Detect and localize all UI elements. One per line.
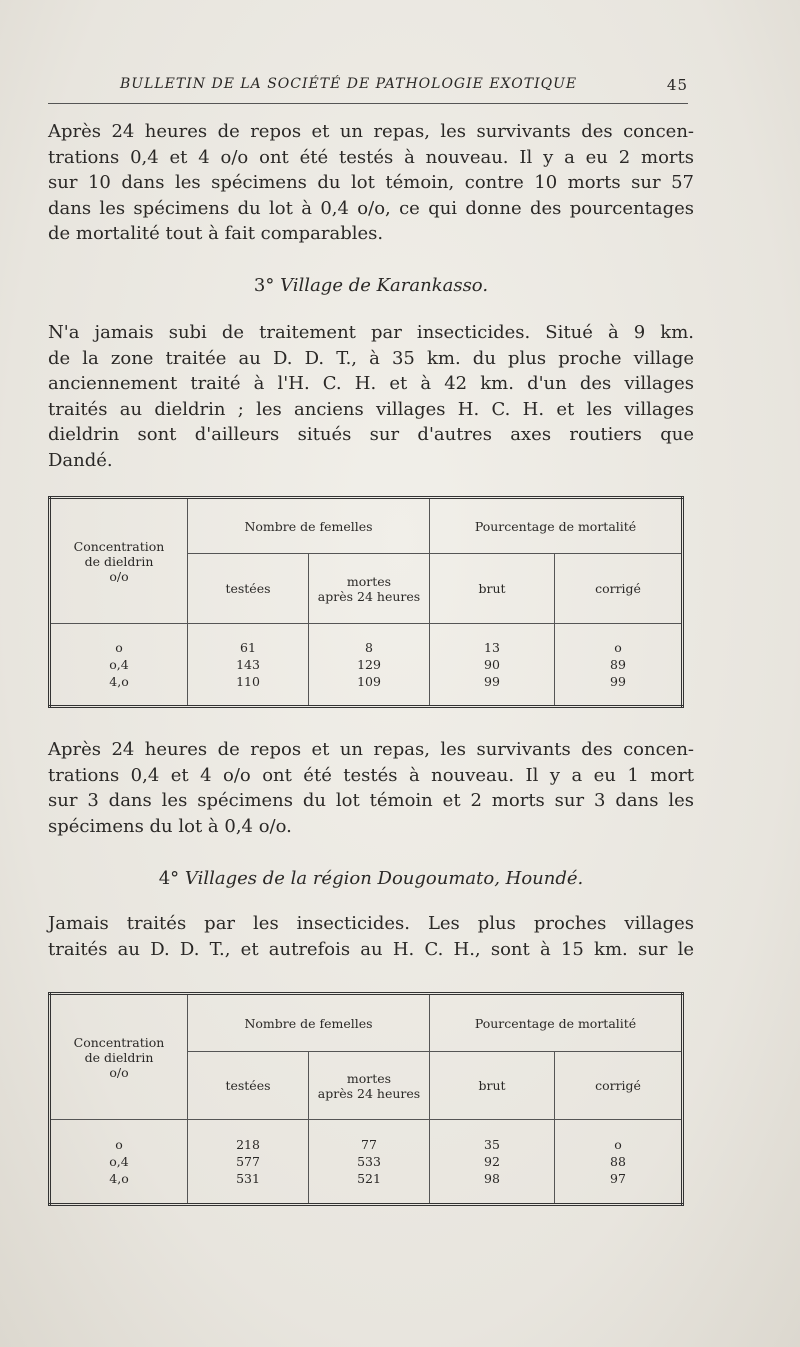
table-cell: 4,o <box>109 674 129 689</box>
table-cell: o,4 <box>109 657 129 672</box>
header-text: mortes <box>346 573 392 589</box>
header-text: après 24 heures <box>317 1085 421 1101</box>
col-corrige-values <box>555 1120 683 1205</box>
section-title: Villages de la région Dougoumato, Houndé. <box>184 868 584 889</box>
text-line: de la zone traitée au D. D. T., à 35 km. du plus proche village <box>48 347 694 369</box>
header-pourcentage-mortalite: Pourcentage de mortalité <box>430 498 683 554</box>
table-cell: 97 <box>610 1171 626 1186</box>
header-testees: testées <box>188 1052 309 1120</box>
col-mortes-values <box>309 1120 430 1205</box>
text-line: trations 0,4 et 4 o/o ont été testés à nouveau. Il y a eu 2 morts <box>48 146 694 168</box>
col-testees-values <box>188 1120 309 1205</box>
header-text: o/o <box>109 1064 129 1080</box>
text-line: traités au D. D. T., et autrefois au H. C. H., sont à 15 km. sur le <box>48 938 694 960</box>
table-cell: o <box>115 640 123 655</box>
table-cell: 110 <box>236 674 260 689</box>
text-line: Après 24 heures de repos et un repas, les survivants des concen- <box>48 121 694 142</box>
header-corrige: corrigé <box>595 1078 641 1093</box>
col-brut-values <box>430 624 555 707</box>
header-corrige: corrigé <box>595 581 641 596</box>
table-dougoumato <box>48 992 684 1206</box>
table-cell: 521 <box>357 1171 381 1186</box>
text-line: dieldrin sont d'ailleurs situés sur d'autres axes routiers que <box>48 424 694 445</box>
table-cell: 90 <box>484 657 500 672</box>
paragraph-4 <box>48 911 694 962</box>
header-pourcentage-mortalite: Pourcentage de mortalité <box>430 994 683 1052</box>
table-cell: 98 <box>484 1171 500 1186</box>
section-title: Village de Karankasso. <box>280 275 489 296</box>
col-corrige-values <box>555 624 683 707</box>
table-cell: 61 <box>240 640 256 655</box>
table-cell: 89 <box>610 657 626 672</box>
running-title: BULLETIN DE LA SOCIÉTÉ DE PATHOLOGIE EXOTIQUE <box>120 76 578 92</box>
paragraph-1 <box>48 119 694 247</box>
header-mortes <box>309 554 430 624</box>
header-text: après 24 heures <box>317 588 421 604</box>
section-heading-4 <box>48 868 694 889</box>
text-line: dans les spécimens du lot à 0,4 o/o, ce qui donne des pourcentages <box>48 197 694 219</box>
col-brut-values <box>430 1120 555 1205</box>
table-cell: o <box>115 1137 123 1152</box>
header-text: mortes <box>346 1070 392 1086</box>
header-brut: brut <box>430 1052 555 1120</box>
table-cell: 99 <box>484 674 500 689</box>
col-concentration-values <box>50 624 188 707</box>
text-line: trations 0,4 et 4 o/o ont été testés à nouveau. Il y a eu 1 mort <box>48 764 694 786</box>
section-heading-3 <box>48 275 694 296</box>
header-text: Concentration <box>73 538 165 554</box>
text-line: Dandé. <box>48 449 113 471</box>
table-cell: o <box>614 1137 622 1152</box>
text-line: N'a jamais subi de traitement par insecticides. Situé à 9 km. <box>48 322 694 343</box>
paragraph-3 <box>48 737 694 839</box>
table-cell: 77 <box>361 1137 377 1152</box>
page-number: 45 <box>666 76 688 94</box>
header-brut: brut <box>430 554 555 624</box>
header-nombre-femelles: Nombre de femelles <box>188 994 430 1052</box>
header-text: de dieldrin <box>84 1049 154 1065</box>
header-rule <box>48 103 688 104</box>
table-cell: 88 <box>610 1154 626 1169</box>
table-cell: 129 <box>357 657 381 672</box>
paragraph-2 <box>48 320 694 473</box>
table-cell: 218 <box>236 1137 260 1152</box>
text-line: spécimens du lot à 0,4 o/o. <box>48 815 292 837</box>
header-concentration <box>50 498 188 624</box>
table-cell: 99 <box>610 674 626 689</box>
table-cell: 8 <box>365 640 373 655</box>
text-line: Après 24 heures de repos et un repas, les survivants des concen- <box>48 739 694 760</box>
section-number: 3° <box>253 275 275 296</box>
table-cell: 533 <box>357 1154 381 1169</box>
col-concentration-values <box>50 1120 188 1205</box>
text-line: sur 10 dans les spécimens du lot témoin, contre 10 morts sur 57 <box>48 172 694 193</box>
table-cell: o,4 <box>109 1154 129 1169</box>
table-cell: 13 <box>484 640 500 655</box>
table-cell: 577 <box>236 1154 260 1169</box>
header-testees: testées <box>188 554 309 624</box>
section-number: 4° <box>158 868 180 889</box>
col-mortes-values <box>309 624 430 707</box>
text-line: anciennement traité à l'H. C. H. et à 42 km. d'un des villages <box>48 373 694 394</box>
table-cell: 143 <box>236 657 260 672</box>
table-cell: 92 <box>484 1154 500 1169</box>
text-line: Jamais traités par les insecticides. Les plus proches villages <box>48 913 694 934</box>
table-cell: 109 <box>357 674 381 689</box>
header-text: Concentration <box>73 1034 165 1050</box>
col-testees-values <box>188 624 309 707</box>
text-line: de mortalité tout à fait comparables. <box>48 223 384 244</box>
header-text: de dieldrin <box>84 553 154 569</box>
table-cell: o <box>614 640 622 655</box>
text-line: traités au dieldrin ; les anciens villages H. C. H. et les villages <box>48 398 694 420</box>
header-mortes <box>309 1052 430 1120</box>
header-concentration <box>50 994 188 1120</box>
table-cell: 531 <box>236 1171 260 1186</box>
table-cell: 35 <box>484 1137 500 1152</box>
text-line: sur 3 dans les spécimens du lot témoin et 2 morts sur 3 dans les <box>48 790 694 811</box>
header-text: o/o <box>109 568 129 584</box>
table-karankasso <box>48 496 684 708</box>
table-cell: 4,o <box>109 1171 129 1186</box>
header-nombre-femelles: Nombre de femelles <box>188 498 430 554</box>
